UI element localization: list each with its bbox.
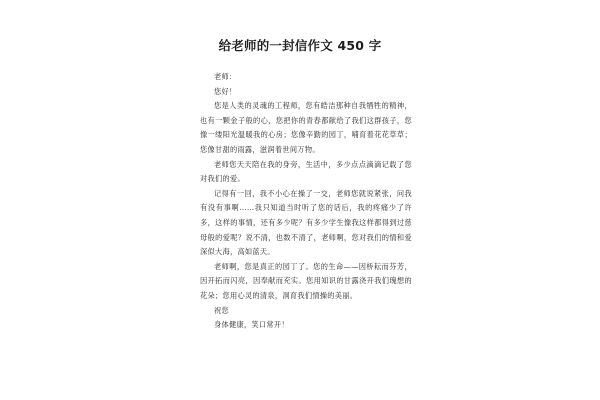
salutation: 老师： <box>214 72 237 81</box>
letter-body <box>200 70 412 333</box>
page-title: 给老师的一封信作文 450 字 <box>218 38 382 53</box>
paragraph: 老师啊，您是真正的园丁了。您的生命——因桥耘而芬芳，因开拓而闪亮，因奉献而充实。您用知识的甘露浇开我们瑰想的花朵；您用心灵的清泉，洞育我们情操的美丽。 <box>200 261 412 300</box>
paragraph: 您是人类的灵魂的工程师，您有皓洁那种自我牺牲的精神，也有一颗金子般的心，您把你的青春都献给了我们这群孩子，您像一缕阳光温暖我的心房；您像辛勤的园丁，哺育着花花草草；您像甘甜的雨露，滋润着世间万物。 <box>200 101 412 154</box>
paragraph: 老师您天天陪在我的身旁，生活中，多少点点滴滴记载了您对我们的爱。 <box>200 159 412 184</box>
paragraph: 记得有一回，我不小心在操了一交，老师您就说紧张，问我有没有事啊……我只知道当时听了您的话后，我的疼痛少了许多，这样的事情，还有多少呢？有多少学生像我这样都得到过慈母般的爱呢？说不清，也数不清了，老师啊，您对我们的情和爱深似大海，高如蓝天。 <box>200 188 412 257</box>
wish: 身体健康，笑口常开！ <box>214 320 289 330</box>
greeting: 您好！ <box>214 86 237 96</box>
closing: 祝您 <box>214 305 229 315</box>
